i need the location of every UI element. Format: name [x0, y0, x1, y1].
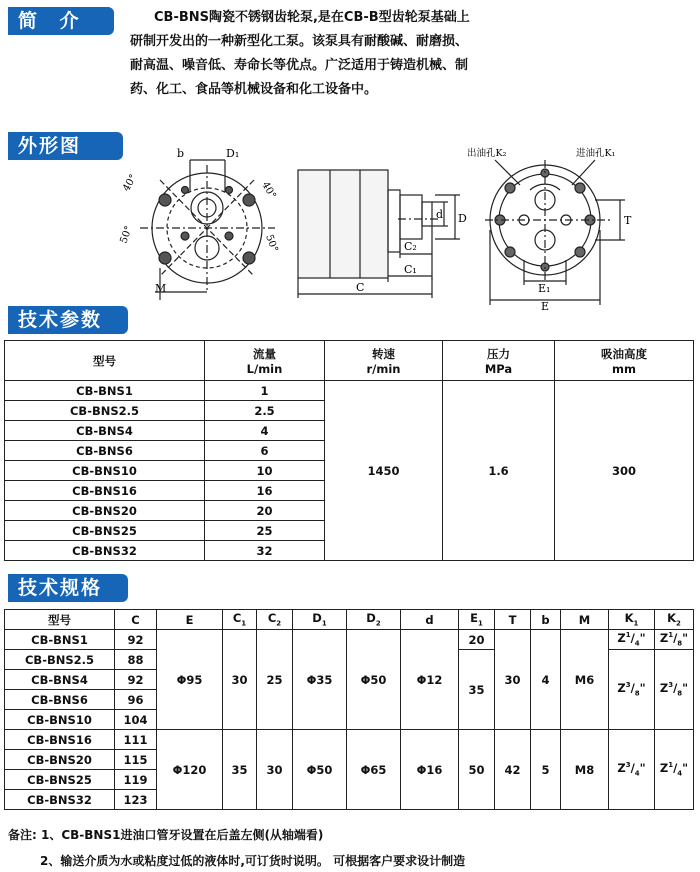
specs-groupB-E: Φ120 — [157, 730, 223, 810]
specs-groupA-C1: 30 — [223, 630, 257, 730]
intro-line-1: CB-BNS陶瓷不锈钢齿轮泵,是在CB-B型齿轮泵基础上 — [154, 10, 470, 25]
specs-col-K2: $K_2$ — [655, 610, 694, 630]
specs-row-C: 88 — [115, 650, 157, 670]
params-row-flow: 10 — [205, 461, 325, 481]
specs-col-D1: $D_1$ — [293, 610, 347, 630]
label-E: E — [541, 300, 550, 312]
specs-col-E1: $E_1$ — [459, 610, 495, 630]
side-view — [298, 170, 460, 298]
specs-row-model: CB-BNS25 — [5, 770, 115, 790]
params-speed: 1450 — [325, 381, 443, 561]
specs-groupA-D2: Φ50 — [347, 630, 401, 730]
drawing-header: 外形图 — [8, 132, 123, 160]
specs-col-model: 型号 — [5, 610, 115, 630]
note-1: 备注: 1、CB-BNS1进油口管牙设置在后盖左侧(从轴端看) — [8, 828, 324, 842]
front-view — [140, 160, 278, 300]
specs-col-K1: $K_1$ — [609, 610, 655, 630]
specs-col-C: C — [115, 610, 157, 630]
params-row-flow: 32 — [205, 541, 325, 561]
specs-groupB-C1: 35 — [223, 730, 257, 810]
specs-row-model: CB-BNS20 — [5, 750, 115, 770]
specs-col-M: M — [561, 610, 609, 630]
params-col-suction: 吸油高度 mm — [555, 341, 694, 381]
params-table — [4, 340, 694, 561]
params-row-flow: 20 — [205, 501, 325, 521]
specs-col-D2: $D_2$ — [347, 610, 401, 630]
label-C: C — [356, 281, 365, 294]
specs-col-T: T — [495, 610, 531, 630]
params-row-model: CB-BNS25 — [5, 521, 205, 541]
specs-row-C: 96 — [115, 690, 157, 710]
specs-row-model: CB-BNS4 — [5, 670, 115, 690]
specs-row-C: 104 — [115, 710, 157, 730]
specs-row-model: CB-BNS1 — [5, 630, 115, 650]
label-M: M — [155, 282, 167, 295]
specs-row-model: CB-BNS16 — [5, 730, 115, 750]
label-T: T — [624, 214, 632, 227]
params-row-model: CB-BNS16 — [5, 481, 205, 501]
specs-row-C: 115 — [115, 750, 157, 770]
params-row-flow: 1 — [205, 381, 325, 401]
params-row-model: CB-BNS2.5 — [5, 401, 205, 421]
specs-groupB-d: Φ16 — [401, 730, 459, 810]
intro-header: 简 介 — [8, 7, 114, 35]
specs-groupA-K2-first: $Z^1/_8$" — [655, 630, 694, 650]
specs-row-C: 119 — [115, 770, 157, 790]
specs-row-C: 92 — [115, 670, 157, 690]
specs-groupA-M: M6 — [561, 630, 609, 730]
specs-groupA-K1-first: $Z^1/_4$" — [609, 630, 655, 650]
label-angle1: 40° — [121, 172, 140, 194]
specs-row-C: 111 — [115, 730, 157, 750]
specs-col-C1: $C_1$ — [223, 610, 257, 630]
specs-col-C2: $C_2$ — [257, 610, 293, 630]
params-row-model: CB-BNS20 — [5, 501, 205, 521]
specs-groupA-K2-rest: $Z^3/_8$" — [655, 650, 694, 730]
specs-groupB-D1: Φ50 — [293, 730, 347, 810]
specs-groupA-D1: Φ35 — [293, 630, 347, 730]
specs-groupB-D2: Φ65 — [347, 730, 401, 810]
params-row-model: CB-BNS4 — [5, 421, 205, 441]
label-angle2: 40° — [259, 180, 278, 201]
params-row-flow: 6 — [205, 441, 325, 461]
specs-header: 技术规格 — [8, 574, 128, 602]
specs-row-C: 123 — [115, 790, 157, 810]
label-C2: C₂ — [404, 240, 417, 253]
label-D1: D₁ — [226, 147, 240, 160]
specs-row-model: CB-BNS2.5 — [5, 650, 115, 670]
label-angle4: 50° — [263, 233, 280, 254]
specs-groupB-b: 5 — [531, 730, 561, 810]
specs-groupA-b: 4 — [531, 630, 561, 730]
rear-view — [485, 160, 625, 305]
specs-groupB-E1: 50 — [459, 730, 495, 810]
specs-groupB-K2: $Z^1/_4$" — [655, 730, 694, 810]
params-row-flow: 25 — [205, 521, 325, 541]
specs-groupB-K1: $Z^3/_4$" — [609, 730, 655, 810]
note-2: 2、输送介质为水或粘度过低的液体时,可订货时说明。 可根据客户要求设计制造 — [40, 854, 466, 868]
specs-col-d: d — [401, 610, 459, 630]
params-row-flow: 16 — [205, 481, 325, 501]
label-in-port: 进油孔K₁ — [576, 148, 616, 159]
specs-row-C: 92 — [115, 630, 157, 650]
specs-groupA-E: Φ95 — [157, 630, 223, 730]
params-header: 技术参数 — [8, 306, 128, 334]
specs-groupA-K1-rest: $Z^3/_8$" — [609, 650, 655, 730]
specs-table — [4, 609, 694, 810]
params-col-pressure: 压力 MPa — [443, 341, 555, 381]
params-col-speed: 转速 r/min — [325, 341, 443, 381]
specs-groupB-C2: 30 — [257, 730, 293, 810]
params-col-flow: 流量 L/min — [205, 341, 325, 381]
specs-groupA-d: Φ12 — [401, 630, 459, 730]
label-out-port: 出油孔K₂ — [467, 148, 507, 159]
intro-line-4: 药、化工、食品等机械设备和化工设备中。 — [130, 82, 378, 97]
specs-groupA-E1-rest: 35 — [459, 650, 495, 730]
intro-line-2: 研制开发出的一种新型化工泵。该泵具有耐酸碱、耐磨损、 — [130, 34, 469, 49]
intro-line-3: 耐高温、噪音低、寿命长等优点。广泛适用于铸造机械、制 — [130, 58, 469, 73]
specs-row-model: CB-BNS6 — [5, 690, 115, 710]
specs-groupB-M: M8 — [561, 730, 609, 810]
params-pressure: 1.6 — [443, 381, 555, 561]
label-E1: E₁ — [538, 282, 551, 295]
label-D: D — [458, 212, 467, 225]
label-b: b — [177, 147, 185, 160]
params-row-model: CB-BNS32 — [5, 541, 205, 561]
specs-groupA-T: 30 — [495, 630, 531, 730]
params-row-model: CB-BNS6 — [5, 441, 205, 461]
params-row-flow: 2.5 — [205, 401, 325, 421]
specs-col-b: b — [531, 610, 561, 630]
params-row-model: CB-BNS1 — [5, 381, 205, 401]
specs-col-E: E — [157, 610, 223, 630]
specs-groupB-T: 42 — [495, 730, 531, 810]
specs-row-model: CB-BNS10 — [5, 710, 115, 730]
label-C1: C₁ — [404, 263, 417, 276]
params-suction: 300 — [555, 381, 694, 561]
params-row-model: CB-BNS10 — [5, 461, 205, 481]
params-col-model: 型号 — [5, 341, 205, 381]
specs-groupA-C2: 25 — [257, 630, 293, 730]
specs-row-model: CB-BNS32 — [5, 790, 115, 810]
label-d: d — [436, 208, 444, 221]
label-angle3: 50° — [118, 224, 135, 246]
specs-groupA-E1-first: 20 — [459, 630, 495, 650]
params-row-flow: 4 — [205, 421, 325, 441]
outline-drawing — [0, 140, 700, 312]
